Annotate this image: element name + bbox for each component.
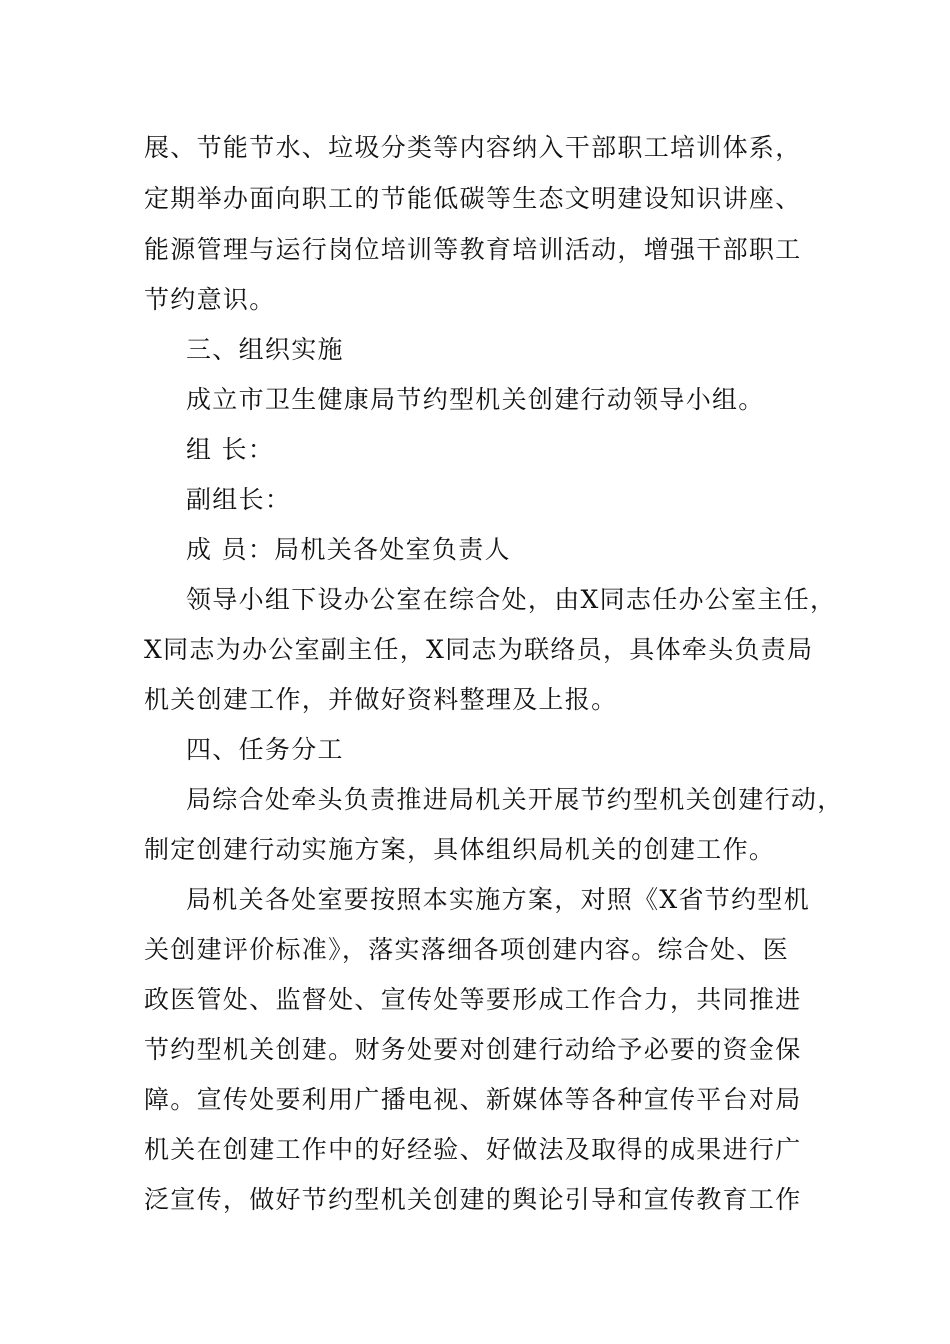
- deputy-leader-line: 副组长：: [186, 485, 292, 514]
- section-heading: 四、任务分工: [186, 735, 344, 764]
- paragraph-line: 节约型机关创建。财务处要对创建行动给予必要的资金保: [144, 1035, 802, 1064]
- paragraph-line: 定期举办面向职工的节能低碳等生态文明建设知识讲座、: [144, 184, 802, 213]
- paragraph-line: 关创建评价标准》，落实落细各项创建内容。综合处、医: [144, 935, 790, 964]
- team-leader-line: 组 长：: [186, 435, 275, 464]
- section-heading: 三、组织实施: [186, 335, 344, 364]
- paragraph-line: 政医管处、监督处、宣传处等要形成工作合力，共同推进: [144, 985, 802, 1014]
- paragraph-line: 成立市卫生健康局节约型机关创建行动领导小组。: [186, 385, 765, 414]
- members-line: 成 员：局机关各处室负责人: [186, 535, 511, 564]
- paragraph-line: 能源管理与运行岗位培训等教育培训活动，增强干部职工: [144, 235, 802, 264]
- paragraph-line: 机关创建工作，并做好资料整理及上报。: [144, 685, 618, 714]
- paragraph-line: 局综合处牵头负责推进局机关开展节约型机关创建行动，: [186, 785, 844, 814]
- paragraph-line: 领导小组下设办公室在综合处，由X同志任办公室主任，: [186, 585, 837, 614]
- paragraph-line: 局机关各处室要按照本实施方案，对照《X省节约型机: [186, 885, 810, 914]
- paragraph-line: 制定创建行动实施方案，具体组织局机关的创建工作。: [144, 835, 776, 864]
- paragraph-line: 展、节能节水、垃圾分类等内容纳入干部职工培训体系，: [144, 133, 802, 162]
- paragraph-line: 泛宣传，做好节约型机关创建的舆论引导和宣传教育工作: [144, 1185, 802, 1214]
- paragraph-line: 机关在创建工作中的好经验、好做法及取得的成果进行广: [144, 1135, 802, 1164]
- paragraph-line: 节约意识。: [144, 285, 276, 314]
- paragraph-line: 障。宣传处要利用广播电视、新媒体等各种宣传平台对局: [144, 1085, 802, 1114]
- paragraph-line: X同志为办公室副主任，X同志为联络员，具体牵头负责局: [144, 635, 814, 664]
